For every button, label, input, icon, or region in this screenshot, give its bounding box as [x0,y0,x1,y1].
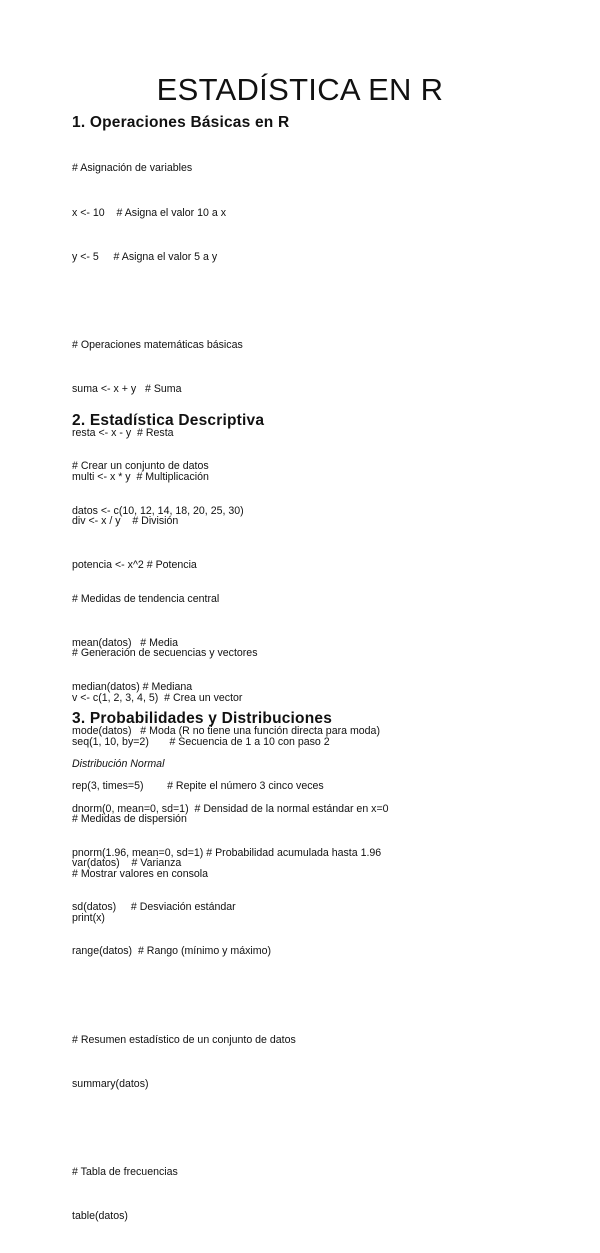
code-line: rep(3, times=5) # Repite el número 3 cinco veces [72,779,324,792]
code-line: # Operaciones matemáticas básicas [72,338,243,351]
code-line [72,1121,380,1136]
code-line: # Resumen estadístico de un conjunto de datos [72,1033,296,1046]
section-3-heading: 3. Probabilidades y Distribuciones [72,710,333,727]
section-3-subheading: Distribución Normal [72,758,165,771]
code-line: # Medidas de dispersión [72,813,187,826]
code-line: # Mostrar valores en consola [72,867,209,880]
code-line: # Asignación de variables [72,162,193,175]
code-line: dnorm(0, mean=0, sd=1) # Densidad de la normal estándar en x=0 [72,802,389,815]
code-line: x <- 10 # Asigna el valor 10 a x [72,206,226,219]
code-line [72,548,380,563]
code-line: # Medidas de tendencia central [72,592,220,605]
document-title: ESTADÍSTICA EN R [156,72,444,107]
section-3-code [72,728,389,890]
code-line: v <- c(1, 2, 3, 4, 5) # Crea un vector [72,691,243,704]
code-line: summary(datos) [72,1077,149,1090]
code-line: # Crear un conjunto de datos [72,460,209,473]
code-line: y <- 5 # Asigna el valor 5 a y [72,250,218,263]
code-line: div <- x / y # División [72,515,179,528]
code-line: potencia <- x^2 # Potencia [72,559,197,572]
code-line: print(x) [72,912,105,924]
code-line [72,989,380,1004]
code-line [72,294,330,309]
code-line: pnorm(1.96, mean=0, sd=1) # Probabilidad acumulada hasta 1.96 [72,846,382,859]
code-line: mode(datos) # Moda (R no tiene una función directa para moda) [72,724,380,737]
code-line: seq(1, 10, by=2) # Secuencia de 1 a 10 con paso 2 [72,735,330,748]
section-2-heading: 2. Estadística Descriptiva [72,412,265,429]
code-line: var(datos) # Varianza [72,857,182,870]
code-line: # Tabla de frecuencias [72,1165,178,1178]
section-1-heading: 1. Operaciones Básicas en R [72,114,290,131]
code-line: mean(datos) # Media [72,636,178,649]
code-line: median(datos) # Mediana [72,680,193,693]
code-line: resta <- x - y # Resta [72,426,174,439]
code-line: datos <- c(10, 12, 14, 18, 20, 25, 30) [72,504,244,517]
code-line: sd(datos) # Desviación estándar [72,901,236,914]
code-line: table(datos) [72,1210,128,1222]
code-line: # Generación de secuencias y vectores [72,647,258,660]
code-line: suma <- x + y # Suma [72,382,182,395]
code-line: range(datos) # Rango (mínimo y máximo) [72,945,272,958]
code-line: multi <- x * y # Multiplicación [72,471,209,484]
